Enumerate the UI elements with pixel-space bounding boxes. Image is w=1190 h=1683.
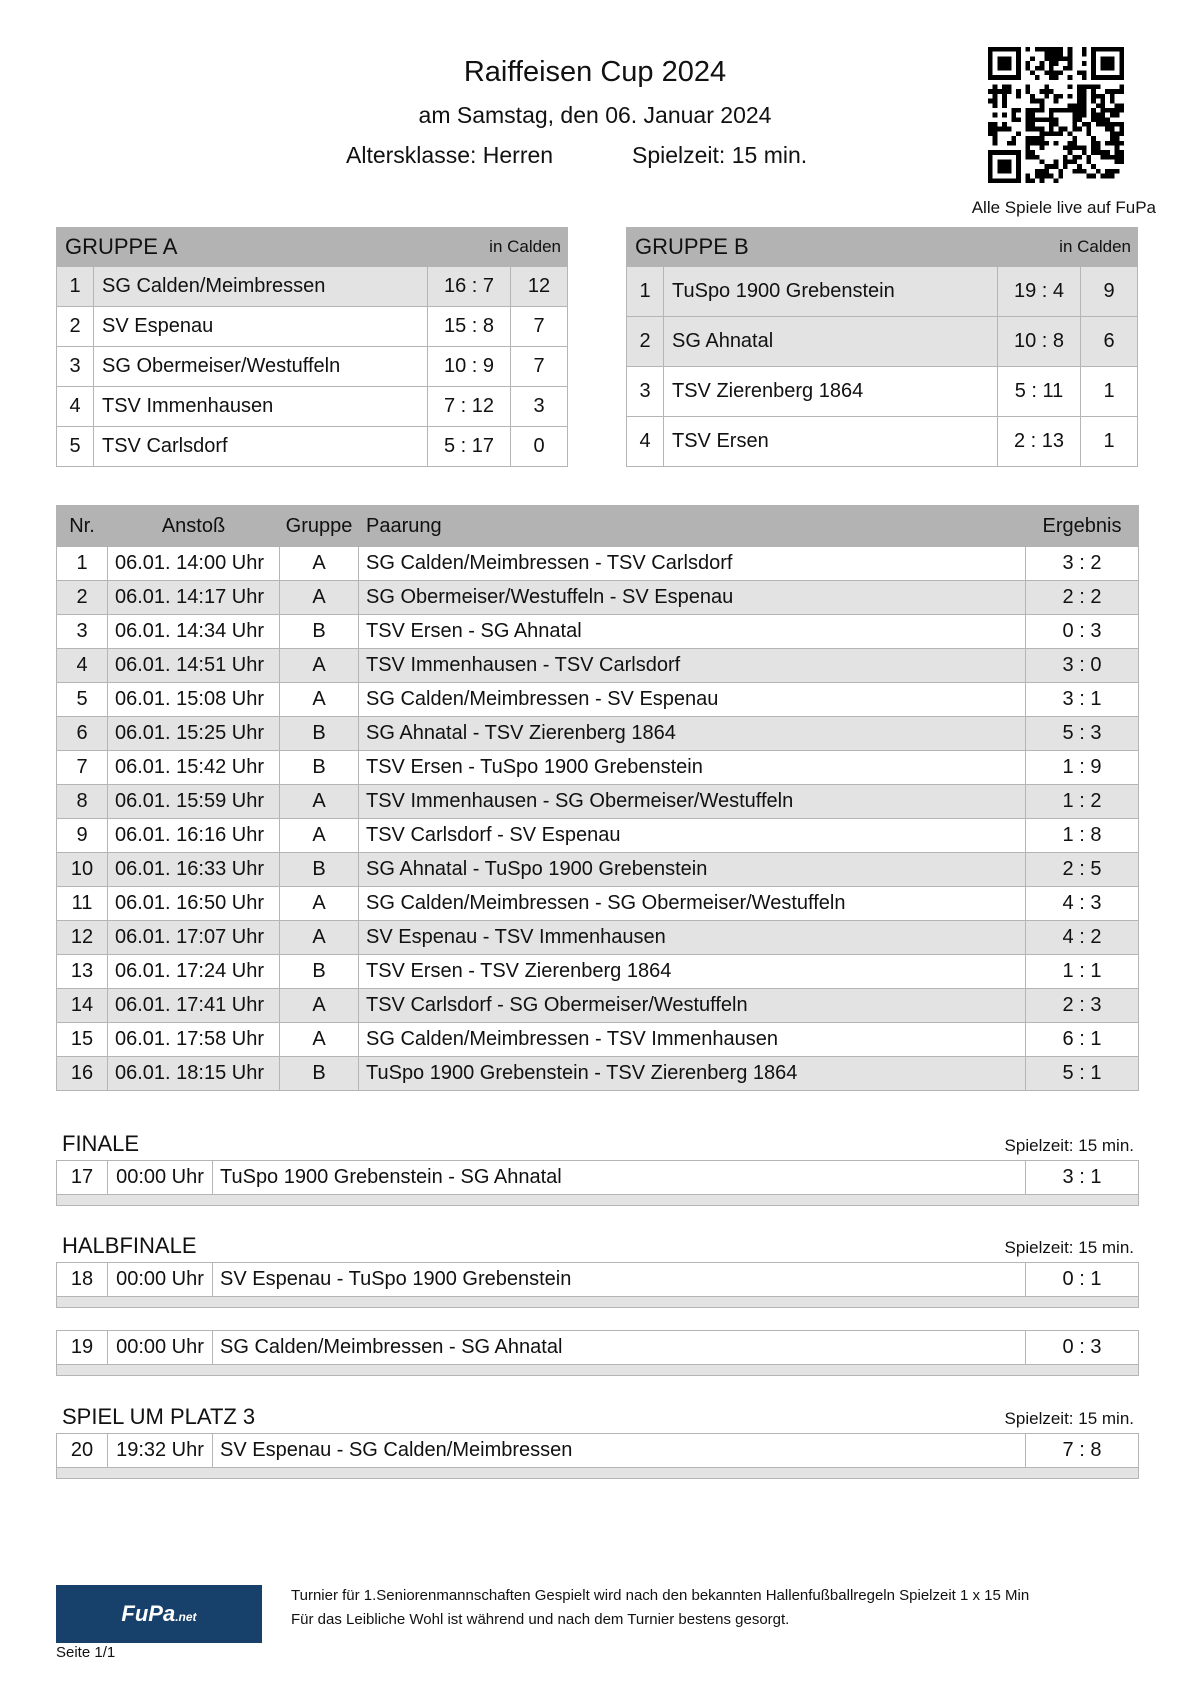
goals: 16 : 7	[428, 267, 511, 307]
page-number: Seite 1/1	[56, 1644, 116, 1661]
match-pairing: TuSpo 1900 Grebenstein - TSV Zierenberg 1864	[359, 1057, 1026, 1091]
match-result: 3 : 1	[1026, 683, 1139, 717]
match-pairing: SG Calden/Meimbressen - TSV Carlsdorf	[359, 547, 1026, 581]
final-match	[56, 1160, 1139, 1206]
team-name: TSV Zierenberg 1864	[664, 367, 998, 417]
match-nr: 14	[57, 989, 108, 1023]
match-nr: 13	[57, 955, 108, 989]
points: 0	[511, 427, 568, 467]
goals: 5 : 11	[998, 367, 1081, 417]
match-result: 0 : 3	[1026, 615, 1139, 649]
match-nr: 11	[57, 887, 108, 921]
points: 9	[1081, 267, 1138, 317]
match-group: B	[280, 853, 359, 887]
match-separator	[57, 1297, 1139, 1308]
goals: 5 : 17	[428, 427, 511, 467]
match-result: 2 : 3	[1026, 989, 1139, 1023]
standing-row	[57, 267, 568, 307]
match-group: B	[280, 955, 359, 989]
match-result: 3 : 2	[1026, 547, 1139, 581]
rank: 4	[57, 387, 94, 427]
match-kickoff: 06.01. 17:24 Uhr	[108, 955, 280, 989]
points: 7	[511, 347, 568, 387]
match-group: A	[280, 547, 359, 581]
match-group: B	[280, 751, 359, 785]
group-name: GRUPPE A	[57, 228, 428, 267]
match-result: 1 : 8	[1026, 819, 1139, 853]
match-nr: 7	[57, 751, 108, 785]
match-row	[57, 717, 1139, 751]
match-group: A	[280, 887, 359, 921]
team-name: SV Espenau	[94, 307, 428, 347]
event-date: am Samstag, den 06. Januar 2024	[418, 102, 772, 128]
goals: 10 : 9	[428, 347, 511, 387]
standing-row	[627, 417, 1138, 467]
match-kickoff: 06.01. 14:00 Uhr	[108, 547, 280, 581]
playtime: Spielzeit: 15 min.	[632, 142, 808, 168]
match-pairing: SV Espenau - TuSpo 1900 Grebenstein	[213, 1263, 1026, 1297]
match-pairing: TSV Ersen - TuSpo 1900 Grebenstein	[359, 751, 1026, 785]
team-name: SG Ahnatal	[664, 317, 998, 367]
match-kickoff: 06.01. 15:59 Uhr	[108, 785, 280, 819]
match-result: 1 : 2	[1026, 785, 1139, 819]
match-group: B	[280, 717, 359, 751]
standing-row	[57, 347, 568, 387]
match-row	[57, 1023, 1139, 1057]
match-result: 5 : 3	[1026, 717, 1139, 751]
rank: 2	[627, 317, 664, 367]
match-nr: 12	[57, 921, 108, 955]
match-group: A	[280, 1023, 359, 1057]
match-nr: 2	[57, 581, 108, 615]
match-result: 5 : 1	[1026, 1057, 1139, 1091]
match-pairing: SG Ahnatal - TuSpo 1900 Grebenstein	[359, 853, 1026, 887]
match-kickoff: 06.01. 15:08 Uhr	[108, 683, 280, 717]
match-nr: 17	[57, 1161, 108, 1195]
match-nr: 19	[57, 1331, 108, 1365]
match-result: 3 : 1	[1026, 1161, 1139, 1195]
schedule-header	[57, 506, 1139, 547]
standing-row	[57, 427, 568, 467]
team-name: TSV Ersen	[664, 417, 998, 467]
match-kickoff: 06.01. 15:42 Uhr	[108, 751, 280, 785]
match-pairing: SG Calden/Meimbressen - TSV Immenhausen	[359, 1023, 1026, 1057]
third-place-match	[56, 1433, 1139, 1479]
match-pairing: TSV Ersen - SG Ahnatal	[359, 615, 1026, 649]
match-row	[57, 887, 1139, 921]
group-location: in Calden	[428, 228, 568, 267]
points: 3	[511, 387, 568, 427]
match-row	[57, 1161, 1139, 1195]
standing-row	[57, 307, 568, 347]
match-pairing: TSV Immenhausen - SG Obermeiser/Westuffeln	[359, 785, 1026, 819]
group-name: GRUPPE B	[627, 228, 998, 267]
col-result: Ergebnis	[1026, 506, 1139, 547]
fupa-logo-text	[56, 1601, 262, 1627]
col-nr: Nr.	[57, 506, 108, 547]
goals: 10 : 8	[998, 317, 1081, 367]
age-class: Altersklasse: Herren	[346, 142, 554, 168]
match-row	[57, 1434, 1139, 1468]
rank: 1	[57, 267, 94, 307]
match-pairing: TSV Carlsdorf - SV Espenau	[359, 819, 1026, 853]
match-row	[57, 649, 1139, 683]
match-nr: 16	[57, 1057, 108, 1091]
match-kickoff: 06.01. 14:51 Uhr	[108, 649, 280, 683]
team-name: SG Calden/Meimbressen	[94, 267, 428, 307]
match-group: A	[280, 649, 359, 683]
col-group: Gruppe	[280, 506, 359, 547]
match-row	[57, 615, 1139, 649]
qr-code-icon[interactable]	[988, 47, 1124, 183]
logo-word: FuPa	[121, 1601, 176, 1626]
match-group: A	[280, 683, 359, 717]
match-row	[57, 547, 1139, 581]
match-result: 4 : 3	[1026, 887, 1139, 921]
match-row	[57, 1057, 1139, 1091]
rank: 1	[627, 267, 664, 317]
live-note: Alle Spiele live auf FuPa	[971, 198, 1156, 217]
match-nr: 1	[57, 547, 108, 581]
match-result: 3 : 0	[1026, 649, 1139, 683]
semifinal-match-1	[56, 1262, 1139, 1308]
match-time: 00:00 Uhr	[108, 1161, 213, 1195]
points: 12	[511, 267, 568, 307]
points: 1	[1081, 417, 1138, 467]
match-group: A	[280, 921, 359, 955]
match-pairing: TSV Immenhausen - TSV Carlsdorf	[359, 649, 1026, 683]
match-row	[57, 683, 1139, 717]
match-result: 4 : 2	[1026, 921, 1139, 955]
semifinal-match-2	[56, 1330, 1139, 1376]
match-result: 1 : 9	[1026, 751, 1139, 785]
final-playtime: Spielzeit: 15 min.	[1004, 1136, 1134, 1155]
match-pairing: SG Ahnatal - TSV Zierenberg 1864	[359, 717, 1026, 751]
goals: 7 : 12	[428, 387, 511, 427]
match-row	[57, 581, 1139, 615]
match-nr: 8	[57, 785, 108, 819]
group-b-table	[626, 227, 1138, 467]
third-place-heading: SPIEL UM PLATZ 3	[62, 1404, 256, 1429]
match-time: 00:00 Uhr	[108, 1263, 213, 1297]
match-nr: 10	[57, 853, 108, 887]
semifinal-playtime: Spielzeit: 15 min.	[1004, 1238, 1134, 1257]
group-a-table	[56, 227, 568, 467]
match-result: 7 : 8	[1026, 1434, 1139, 1468]
page-title: Raiffeisen Cup 2024	[463, 56, 727, 88]
match-row	[57, 853, 1139, 887]
match-nr: 15	[57, 1023, 108, 1057]
match-kickoff: 06.01. 16:33 Uhr	[108, 853, 280, 887]
match-kickoff: 06.01. 14:17 Uhr	[108, 581, 280, 615]
match-pairing: SG Calden/Meimbressen - SV Espenau	[359, 683, 1026, 717]
match-nr: 9	[57, 819, 108, 853]
match-row	[57, 955, 1139, 989]
match-result: 2 : 2	[1026, 581, 1139, 615]
group-location: in Calden	[998, 228, 1138, 267]
match-row	[57, 1331, 1139, 1365]
points: 6	[1081, 317, 1138, 367]
match-result: 1 : 1	[1026, 955, 1139, 989]
group-header	[627, 228, 1138, 267]
match-time: 19:32 Uhr	[108, 1434, 213, 1468]
points: 7	[511, 307, 568, 347]
fupa-logo[interactable]	[56, 1585, 262, 1643]
match-pairing: TSV Ersen - TSV Zierenberg 1864	[359, 955, 1026, 989]
team-name: SG Obermeiser/Westuffeln	[94, 347, 428, 387]
match-separator	[57, 1468, 1139, 1479]
goals: 19 : 4	[998, 267, 1081, 317]
rank: 5	[57, 427, 94, 467]
match-kickoff: 06.01. 18:15 Uhr	[108, 1057, 280, 1091]
standing-row	[57, 387, 568, 427]
team-name: TSV Immenhausen	[94, 387, 428, 427]
standing-row	[627, 317, 1138, 367]
footer-line-1: Turnier für 1.Seniorenmannschaften Gespielt wird nach den bekannten Hallenfußballregeln Spielzeit 1 x 15 Min	[291, 1587, 1030, 1604]
points: 1	[1081, 367, 1138, 417]
match-row	[57, 921, 1139, 955]
rank: 3	[57, 347, 94, 387]
match-result: 0 : 1	[1026, 1263, 1139, 1297]
match-pairing: SV Espenau - TSV Immenhausen	[359, 921, 1026, 955]
goals: 2 : 13	[998, 417, 1081, 467]
match-kickoff: 06.01. 15:25 Uhr	[108, 717, 280, 751]
match-group: B	[280, 615, 359, 649]
col-kickoff: Anstoß	[108, 506, 280, 547]
logo-suffix: .net	[175, 1610, 197, 1624]
match-group: A	[280, 989, 359, 1023]
standing-row	[627, 367, 1138, 417]
semifinal-heading: HALBFINALE	[62, 1233, 197, 1258]
match-nr: 20	[57, 1434, 108, 1468]
schedule-table	[56, 505, 1139, 1091]
match-group: A	[280, 581, 359, 615]
standing-row	[627, 267, 1138, 317]
match-nr: 5	[57, 683, 108, 717]
match-result: 2 : 5	[1026, 853, 1139, 887]
goals: 15 : 8	[428, 307, 511, 347]
col-pairing: Paarung	[359, 506, 1026, 547]
match-group: A	[280, 819, 359, 853]
match-kickoff: 06.01. 17:41 Uhr	[108, 989, 280, 1023]
match-pairing: SG Calden/Meimbressen - SG Obermeiser/Westuffeln	[359, 887, 1026, 921]
match-nr: 3	[57, 615, 108, 649]
match-pairing: TuSpo 1900 Grebenstein - SG Ahnatal	[213, 1161, 1026, 1195]
match-kickoff: 06.01. 17:58 Uhr	[108, 1023, 280, 1057]
match-time: 00:00 Uhr	[108, 1331, 213, 1365]
footer-line-2: Für das Leibliche Wohl ist während und nach dem Turnier bestens gesorgt.	[291, 1611, 790, 1628]
match-nr: 6	[57, 717, 108, 751]
footer-note	[291, 1584, 1103, 1632]
match-pairing: TSV Carlsdorf - SG Obermeiser/Westuffeln	[359, 989, 1026, 1023]
match-row	[57, 1263, 1139, 1297]
match-nr: 4	[57, 649, 108, 683]
third-place-playtime: Spielzeit: 15 min.	[1004, 1409, 1134, 1428]
match-nr: 18	[57, 1263, 108, 1297]
match-group: B	[280, 1057, 359, 1091]
group-header	[57, 228, 568, 267]
match-row	[57, 751, 1139, 785]
rank: 3	[627, 367, 664, 417]
match-row	[57, 989, 1139, 1023]
match-row	[57, 785, 1139, 819]
match-kickoff: 06.01. 16:50 Uhr	[108, 887, 280, 921]
match-row	[57, 819, 1139, 853]
team-name: TuSpo 1900 Grebenstein	[664, 267, 998, 317]
match-group: A	[280, 785, 359, 819]
match-pairing: SG Obermeiser/Westuffeln - SV Espenau	[359, 581, 1026, 615]
match-result: 6 : 1	[1026, 1023, 1139, 1057]
match-separator	[57, 1365, 1139, 1376]
match-pairing: SV Espenau - SG Calden/Meimbressen	[213, 1434, 1026, 1468]
match-pairing: SG Calden/Meimbressen - SG Ahnatal	[213, 1331, 1026, 1365]
match-kickoff: 06.01. 16:16 Uhr	[108, 819, 280, 853]
match-separator	[57, 1195, 1139, 1206]
match-kickoff: 06.01. 17:07 Uhr	[108, 921, 280, 955]
match-result: 0 : 3	[1026, 1331, 1139, 1365]
final-heading: FINALE	[62, 1131, 140, 1156]
match-kickoff: 06.01. 14:34 Uhr	[108, 615, 280, 649]
rank: 4	[627, 417, 664, 467]
team-name: TSV Carlsdorf	[94, 427, 428, 467]
rank: 2	[57, 307, 94, 347]
